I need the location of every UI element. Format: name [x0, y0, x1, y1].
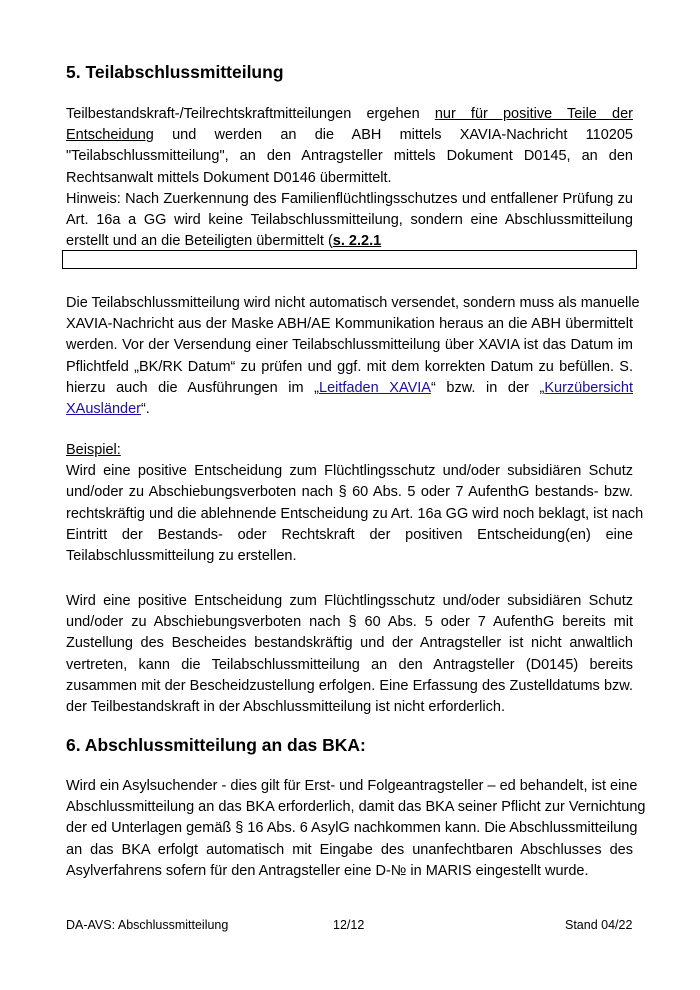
text-line: Teilbestandskraft-/Teilrechtskraftmitteilungen ergehen nur für positive Teile der	[66, 106, 633, 122]
text-line: und/oder zu Abschiebungsverboten nach § 60 Abs. 5 oder 7 AufenthG bestands- bzw.	[66, 484, 633, 501]
section-5-paragraph-2	[66, 293, 640, 420]
cross-reference: s. 2.2.1	[332, 233, 382, 250]
text-line: Hinweis: Nach Zuerkennung des Familienflüchtlingsschutzes und entfallener Prüfung zu	[66, 190, 633, 207]
text-line: erstellt und an die Beteiligten übermittelt (s. 2.2.1	[66, 233, 382, 250]
text-line: werden. Vor der Versendung einer Teilabschlussmitteilung über XAVIA ist das Datum im	[66, 337, 633, 354]
text-line: Rechtsanwalt mittels Dokument D0146 übermittelt.	[66, 169, 392, 186]
text-line: Entscheidung und werden an die ABH mittels XAVIA-Nachricht 110205	[66, 127, 633, 144]
empty-table-row	[62, 250, 637, 269]
text-line: der Teilbestandskraft in der Abschlussmitteilung ist nicht erforderlich.	[66, 699, 505, 716]
text-line: der ed Unterlagen gemäß § 16 Abs. 6 AsylG nachkommen kann. Die Abschlussmitteilung	[66, 820, 638, 837]
section-5-paragraph-4	[66, 591, 633, 718]
text-line: Teilabschlussmitteilung zu erstellen.	[66, 548, 297, 565]
text-line: "Teilabschlussmitteilung", an den Antragsteller mittels Dokument D0145, an den	[66, 148, 633, 165]
example-label: Beispiel:	[66, 442, 121, 458]
text-line: hierzu auch die Ausführungen im „Leitfaden XAVIA“ bzw. in der „Kurzübersicht	[66, 379, 633, 396]
text-line: XAusländer“.	[66, 401, 150, 418]
kurzuebersicht-link[interactable]: Kurzübersicht	[544, 379, 633, 396]
text-line: an das BKA erfolgt automatisch mit Eingabe des unanfechtbaren Abschlusses des	[66, 841, 633, 858]
text-line: Eintritt der Bestands- oder Rechtskraft der positiven Entscheidung(en) eine	[66, 526, 633, 543]
text-line: Wird ein Asylsuchender - dies gilt für Erst- und Folgeantragsteller – ed behandelt, ist eine	[66, 778, 638, 794]
xauslaender-link[interactable]: XAusländer	[66, 401, 141, 418]
text-line: Art. 16a a GG wird keine Teilabschlussmitteilung, sondern eine Abschlussmitteilung	[66, 212, 633, 229]
text-line: Zustellung des Bescheides bestandskräftig und der Antragsteller ist nicht anwaltlich	[66, 635, 633, 652]
text-line: XAVIA-Nachricht aus der Maske ABH/AE Kommunikation heraus an die ABH übermittelt	[66, 316, 633, 333]
section-6-heading: 6. Abschlussmitteilung an das BKA:	[66, 735, 366, 755]
text-line: Abschlussmitteilung an das BKA erforderlich, damit das BKA seiner Pflicht zur Vernichtung	[66, 799, 646, 816]
leitfaden-xavia-link[interactable]: Leitfaden XAVIA	[319, 379, 431, 396]
example-paragraph	[66, 440, 644, 567]
footer-page-number: 12/12	[333, 918, 365, 932]
footer-document-title: DA-AVS: Abschlussmitteilung	[66, 918, 229, 932]
text-line: Pflichtfeld „BK/RK Datum“ zu prüfen und ggf. mit dem korrekten Datum zu befüllen. S.	[66, 358, 633, 375]
text-line: und/oder zu Abschiebungsverboten nach § 60 Abs. 5 oder 7 AufenthG bereits mit	[66, 614, 633, 631]
section-6-paragraph-1	[66, 776, 646, 882]
text-line: Asylverfahrens sofern für den Antragsteller eine D-№ in MARIS eingestellt wurde.	[66, 862, 589, 879]
text-line: Wird eine positive Entscheidung zum Flüchtlingsschutz und/oder subsidiären Schutz	[66, 463, 633, 480]
text-line: zusammen mit der Bescheidzustellung erfolgen. Eine Erfassung des Zustelldatums bzw.	[66, 677, 633, 694]
text-line: Wird eine positive Entscheidung zum Flüchtlingsschutz und/oder subsidiären Schutz	[66, 593, 633, 609]
text-line: rechtskräftig und die ablehnende Entscheidung zu Art. 16a GG wird noch beklagt, ist nach	[66, 505, 644, 522]
text-line: Die Teilabschlussmitteilung wird nicht automatisch versendet, sondern muss als manuelle	[66, 295, 640, 311]
section-5-paragraph-1	[66, 104, 633, 252]
section-5-heading: 5. Teilabschlussmitteilung	[66, 62, 284, 82]
footer-version: Stand 04/22	[565, 918, 633, 932]
text-line: vertreten, kann die Teilabschlussmitteilung an den Antragsteller (D0145) bereits	[66, 656, 633, 673]
